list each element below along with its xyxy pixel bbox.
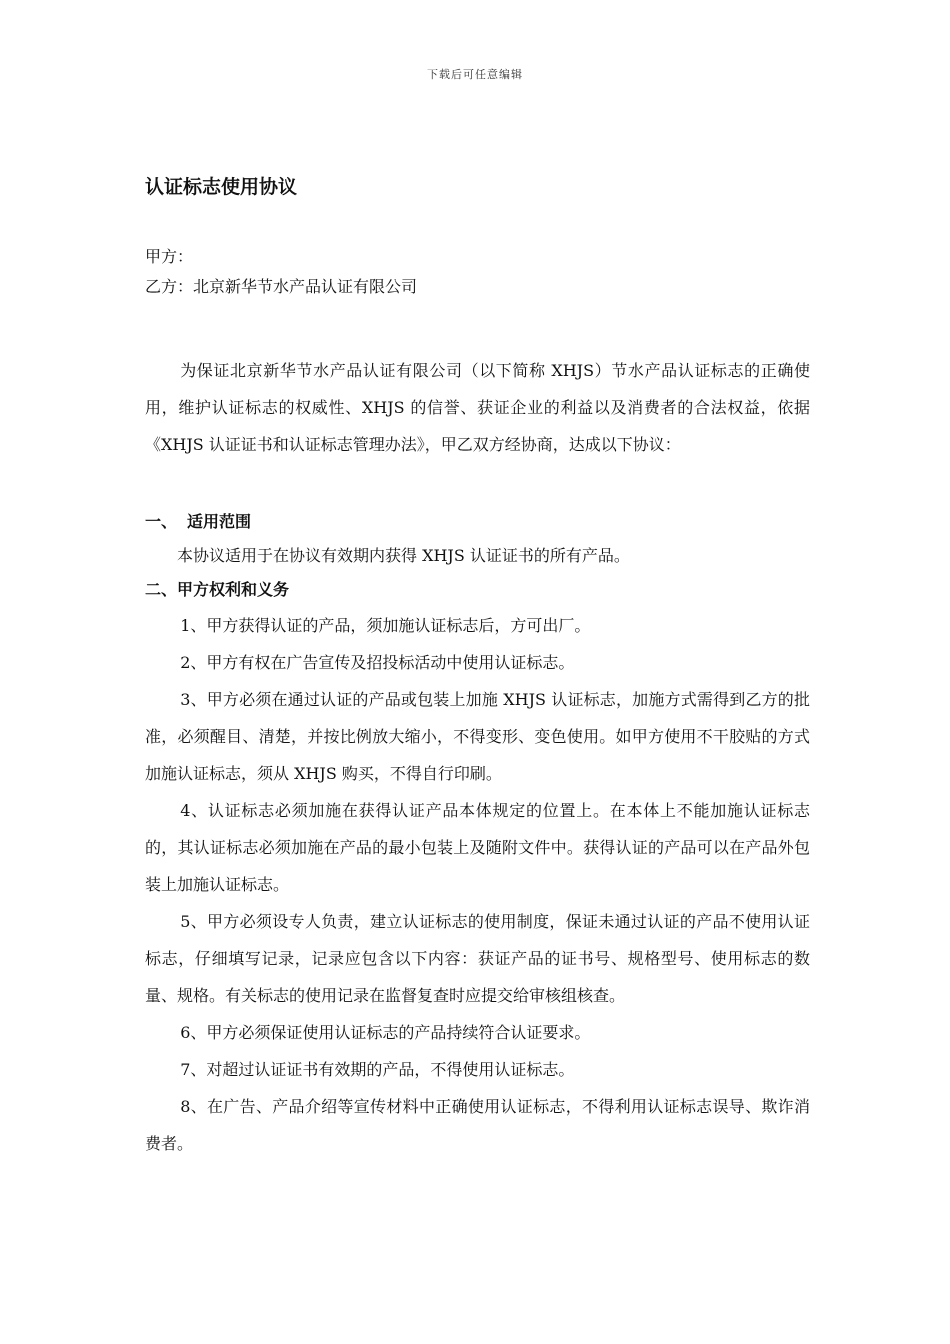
spacer xyxy=(145,302,810,352)
section-1-title: 适用范围 xyxy=(187,512,252,531)
section-2-heading xyxy=(145,573,810,607)
section-2-title: 甲方权利和义务 xyxy=(177,580,290,599)
intro-paragraph: 为保证北京新华节水产品认证有限公司（以下简称 XHJS）节水产品认证标志的正确使用，维护认证标志的权威性、XHJS 的信誉、获证企业的利益以及消费者的合法权益，依据《XHJS 认证证书和认证标志管理办法》，甲乙双方经协商，达成以下协议： xyxy=(145,361,810,454)
list-item: 6、甲方必须保证使用认证标志的产品持续符合认证要求。 xyxy=(180,1023,591,1042)
section-1-body: 本协议适用于在协议有效期内获得 XHJS 认证证书的所有产品。 xyxy=(177,546,630,565)
list-item: 5、甲方必须设专人负责，建立认证标志的使用制度，保证未通过认证的产品不使用认证标志，仔细填写记录，记录应包含以下内容：获证产品的证书号、规格型号、使用标志的数量、规格。有关标志的使用记录在监督复查时应提交给审核组核查。 xyxy=(145,912,810,1005)
section-2-number: 二、 xyxy=(145,580,178,599)
header-note: 下载后可任意编辑 xyxy=(427,68,523,81)
list-item: 1、甲方获得认证的产品，须加施认证标志后，方可出厂。 xyxy=(180,616,591,635)
document-title: 认证标志使用协议 xyxy=(145,176,298,198)
list-item: 7、对超过认证证书有效期的产品，不得使用认证标志。 xyxy=(180,1060,575,1079)
party-a-line: 甲方： xyxy=(145,247,194,266)
list-item: 3、甲方必须在通过认证的产品或包装上加施 XHJS 认证标志，加施方式需得到乙方的批准，必须醒目、清楚，并按比例放大缩小，不得变形、变色使用。如甲方使用不干胶贴的方式加施认证标志，须从 XHJS 购买，不得自行印刷。 xyxy=(145,690,810,783)
list-item: 8、在广告、产品介绍等宣传材料中正确使用认证标志，不得利用认证标志误导、欺诈消费者。 xyxy=(145,1097,810,1153)
list-item: 2、甲方有权在广告宣传及招投标活动中使用认证标志。 xyxy=(180,653,575,672)
party-b-line: 乙方：北京新华节水产品认证有限公司 xyxy=(145,277,418,296)
section-1-number: 一、 xyxy=(145,512,178,531)
section-1-heading xyxy=(145,505,810,539)
document-body xyxy=(145,172,810,1162)
list-item: 4、认证标志必须加施在获得认证产品本体规定的位置上。在本体上不能加施认证标志的，其认证标志必须加施在产品的最小包装上及随附文件中。获得认证的产品可以在产品外包装上加施认证标志。 xyxy=(145,801,810,894)
